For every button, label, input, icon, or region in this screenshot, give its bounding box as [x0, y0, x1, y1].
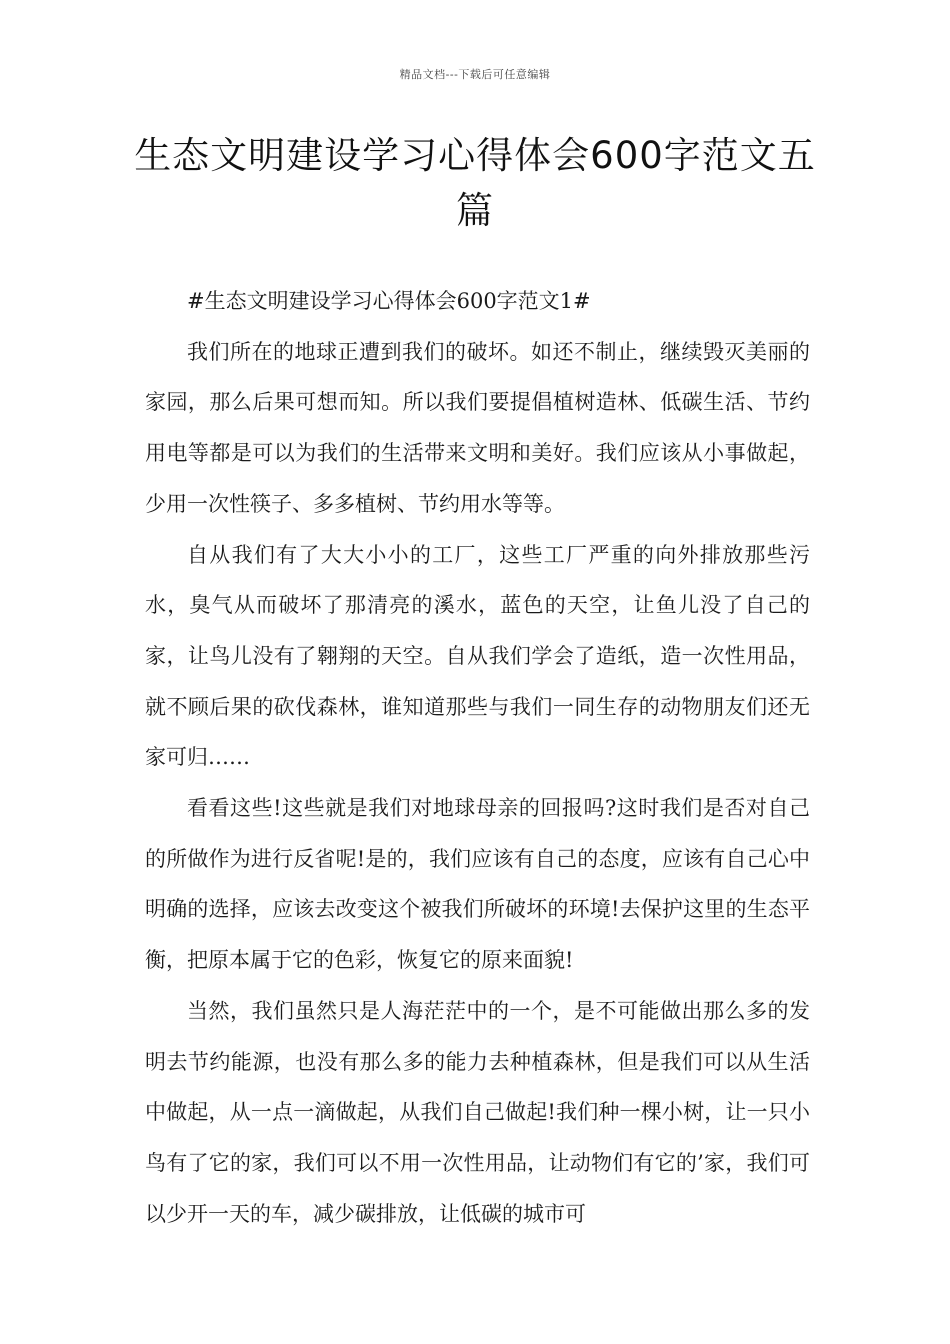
paragraph-3: 看看这些!这些就是我们对地球母亲的回报吗?这时我们是否对自己的所做作为进行反省呢!是的，我们应该有自己的态度，应该有自己心中明确的选择，应该去改变这个被我们所破坏的环境!去保护这里的生态平衡，把原本属于它的色彩，恢复它的原来面貌!	[145, 796, 810, 973]
document-title: 生态文明建设学习心得体会600字范文五篇	[134, 134, 816, 232]
header-note: 精品文档---下载后可任意编辑	[399, 68, 551, 81]
paragraph-1: 我们所在的地球正遭到我们的破坏。如还不制止，继续毁灭美丽的家园，那么后果可想而知。所以我们要提倡植树造林、低碳生活、节约用电等都是可以为我们的生活带来文明和美好。我们应该从小事做起，少用一次性筷子、多多植树、节约用水等等。	[145, 339, 810, 516]
paragraph-2: 自从我们有了大大小小的工厂，这些工厂严重的向外排放那些污水，臭气从而破坏了那清亮的溪水，蓝色的天空，让鱼儿没了自己的家，让鸟儿没有了翱翔的天空。自从我们学会了造纸，造一次性用品，就不顾后果的砍伐森林，谁知道那些与我们一同生存的动物朋友们还无家可归……	[145, 542, 810, 770]
paragraph-4: 当然，我们虽然只是人海茫茫中的一个，是不可能做出那么多的发明去节约能源，也没有那么多的能力去种植森林，但是我们可以从生活中做起，从一点一滴做起，从我们自己做起!我们种一棵小树，让一只小鸟有了它的家，我们可以不用一次性用品，让动物们有它的’家，我们可以少开一天的车，减少碳排放，让低碳的城市可	[145, 998, 810, 1226]
document-body	[145, 276, 810, 1239]
section-heading: #生态文明建设学习心得体会600字范文1#	[187, 289, 591, 313]
